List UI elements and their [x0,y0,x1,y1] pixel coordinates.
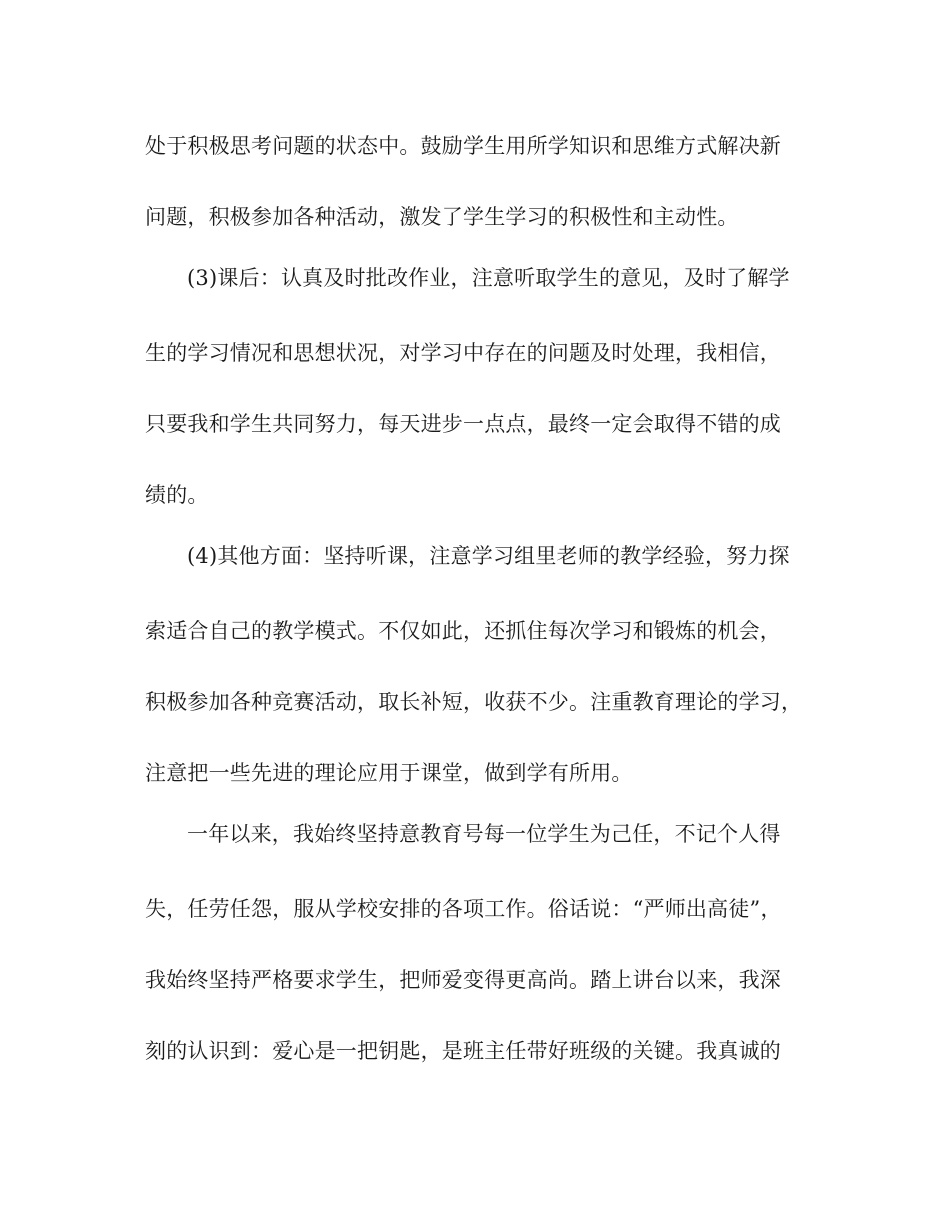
text-line-9: 积极参加各种竞赛活动，取长补短，收获不少。注重教育理论的学习， [145,690,803,714]
text-line-5: 只要我和学生共同努力，每天进步一点点，最终一定会取得不错的成 [145,412,781,436]
text-line-7: (4)其他方面：坚持听课，注意学习组里老师的教学经验，努力探 [187,544,790,568]
text-line-6: 绩的。 [145,483,209,507]
text-line-10: 注意把一些先进的理论应用于课堂，做到学有所用。 [145,761,633,785]
text-line-13: 我始终坚持严格要求学生，把师爱变得更高尚。踏上讲台以来，我深 [145,968,781,992]
text-line-2: 问题，积极参加各种活动，激发了学生学习的积极性和主动性。 [145,205,739,229]
text-line-8: 索适合自己的教学模式。不仅如此，还抓住每次学习和锻炼的机会， [145,619,781,643]
text-line-1: 处于积极思考问题的状态中。鼓励学生用所学知识和思维方式解决新 [145,134,781,158]
text-line-3: (3)课后：认真及时批改作业，注意听取学生的意见，及时了解学 [187,266,790,290]
text-line-4: 生的学习情况和思想状况，对学习中存在的问题及时处理，我相信， [145,341,781,365]
text-line-11: 一年以来，我始终坚持意教育号每一位学生为己任，不记个人得 [187,822,781,846]
text-line-14: 刻的认识到：爱心是一把钥匙，是班主任带好班级的关键。我真诚的 [145,1039,781,1063]
text-line-12: 失，任劳任怨，服从学校安排的各项工作。俗话说：“严师出高徒”， [145,897,782,921]
